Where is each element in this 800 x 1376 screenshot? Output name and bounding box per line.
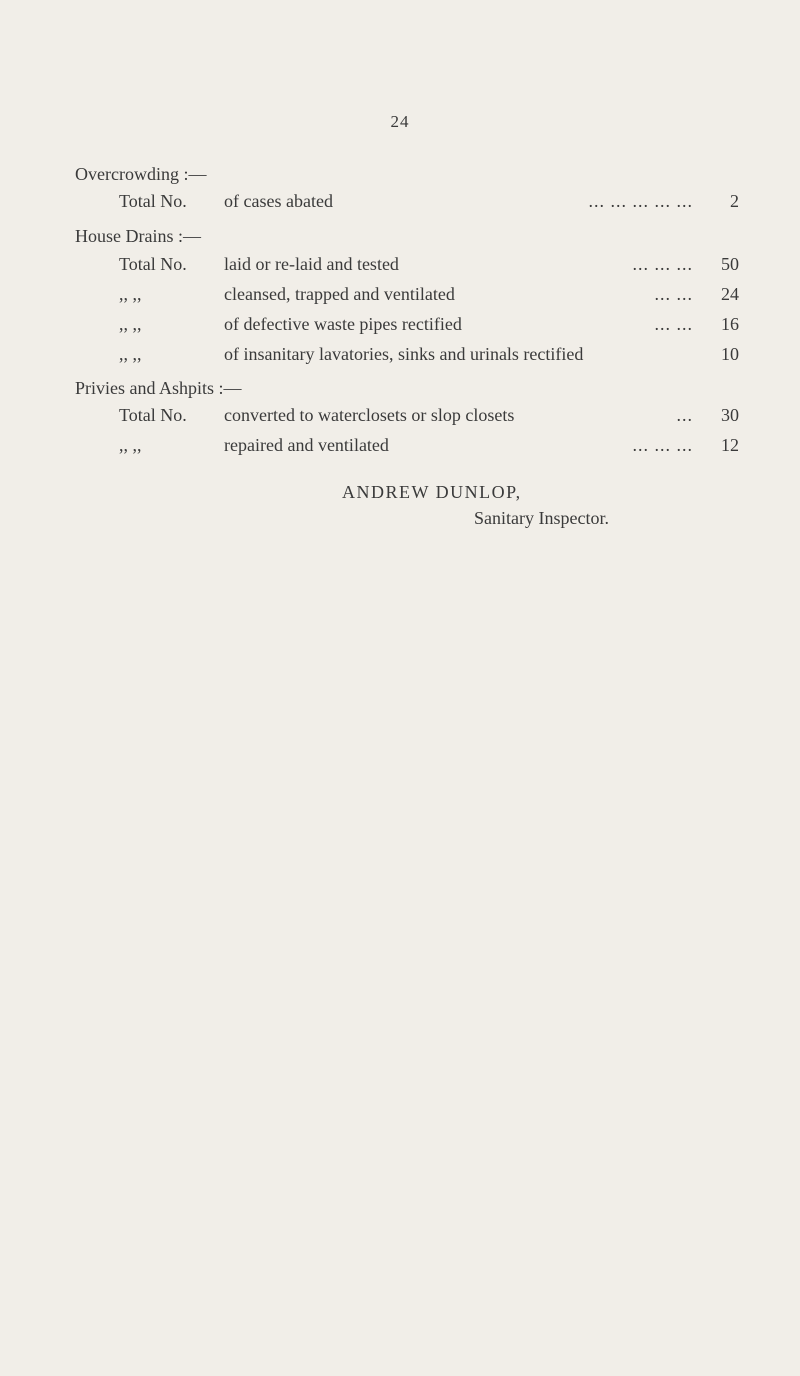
row-prefix: ,, ,, [119, 435, 142, 455]
overcrowding-row-cases-abated [119, 191, 739, 215]
row-leader-dots: ... ... ... [632, 435, 693, 455]
signature-name: ANDREW DUNLOP, [342, 482, 522, 502]
row-leader-dots: ... ... [654, 314, 693, 334]
privies-row-repaired [119, 435, 739, 459]
row-label: of defective waste pipes rectified [224, 314, 462, 334]
row-value: 2 [730, 191, 739, 211]
row-label: of cases abated [224, 191, 333, 211]
row-label: laid or re-laid and tested [224, 254, 399, 274]
row-value: 30 [721, 405, 739, 425]
house-drains-row-laid [119, 254, 739, 278]
row-prefix: ,, ,, [119, 344, 142, 364]
row-leader-dots: ... ... ... [632, 254, 693, 274]
row-leader-dots: ... ... [654, 284, 693, 304]
house-drains-row-lavatories [119, 344, 739, 368]
row-prefix: Total No. [119, 405, 187, 425]
row-leader-dots: ... [676, 405, 693, 425]
row-prefix: Total No. [119, 254, 187, 274]
row-label: converted to waterclosets or slop closets [224, 405, 515, 425]
row-label: of insanitary lavatories, sinks and urinals rectified [224, 344, 584, 364]
row-prefix: ,, ,, [119, 314, 142, 334]
row-label: repaired and ventilated [224, 435, 389, 455]
house-drains-heading: House Drains :— [75, 226, 201, 246]
row-value: 24 [721, 284, 739, 304]
house-drains-row-cleansed [119, 284, 739, 308]
signature-title: Sanitary Inspector. [474, 508, 609, 528]
row-value: 10 [721, 344, 739, 364]
row-prefix: ,, ,, [119, 284, 142, 304]
row-prefix: Total No. [119, 191, 187, 211]
row-leader-dots: ... ... ... ... ... [588, 191, 693, 211]
privies-row-converted [119, 405, 739, 429]
house-drains-row-waste-pipes [119, 314, 739, 338]
row-value: 12 [721, 435, 739, 455]
page-number: 24 [390, 112, 410, 131]
row-value: 16 [721, 314, 739, 334]
row-value: 50 [721, 254, 739, 274]
privies-ashpits-heading: Privies and Ashpits :— [75, 378, 242, 398]
row-label: cleansed, trapped and ventilated [224, 284, 455, 304]
overcrowding-heading: Overcrowding :— [75, 164, 207, 184]
